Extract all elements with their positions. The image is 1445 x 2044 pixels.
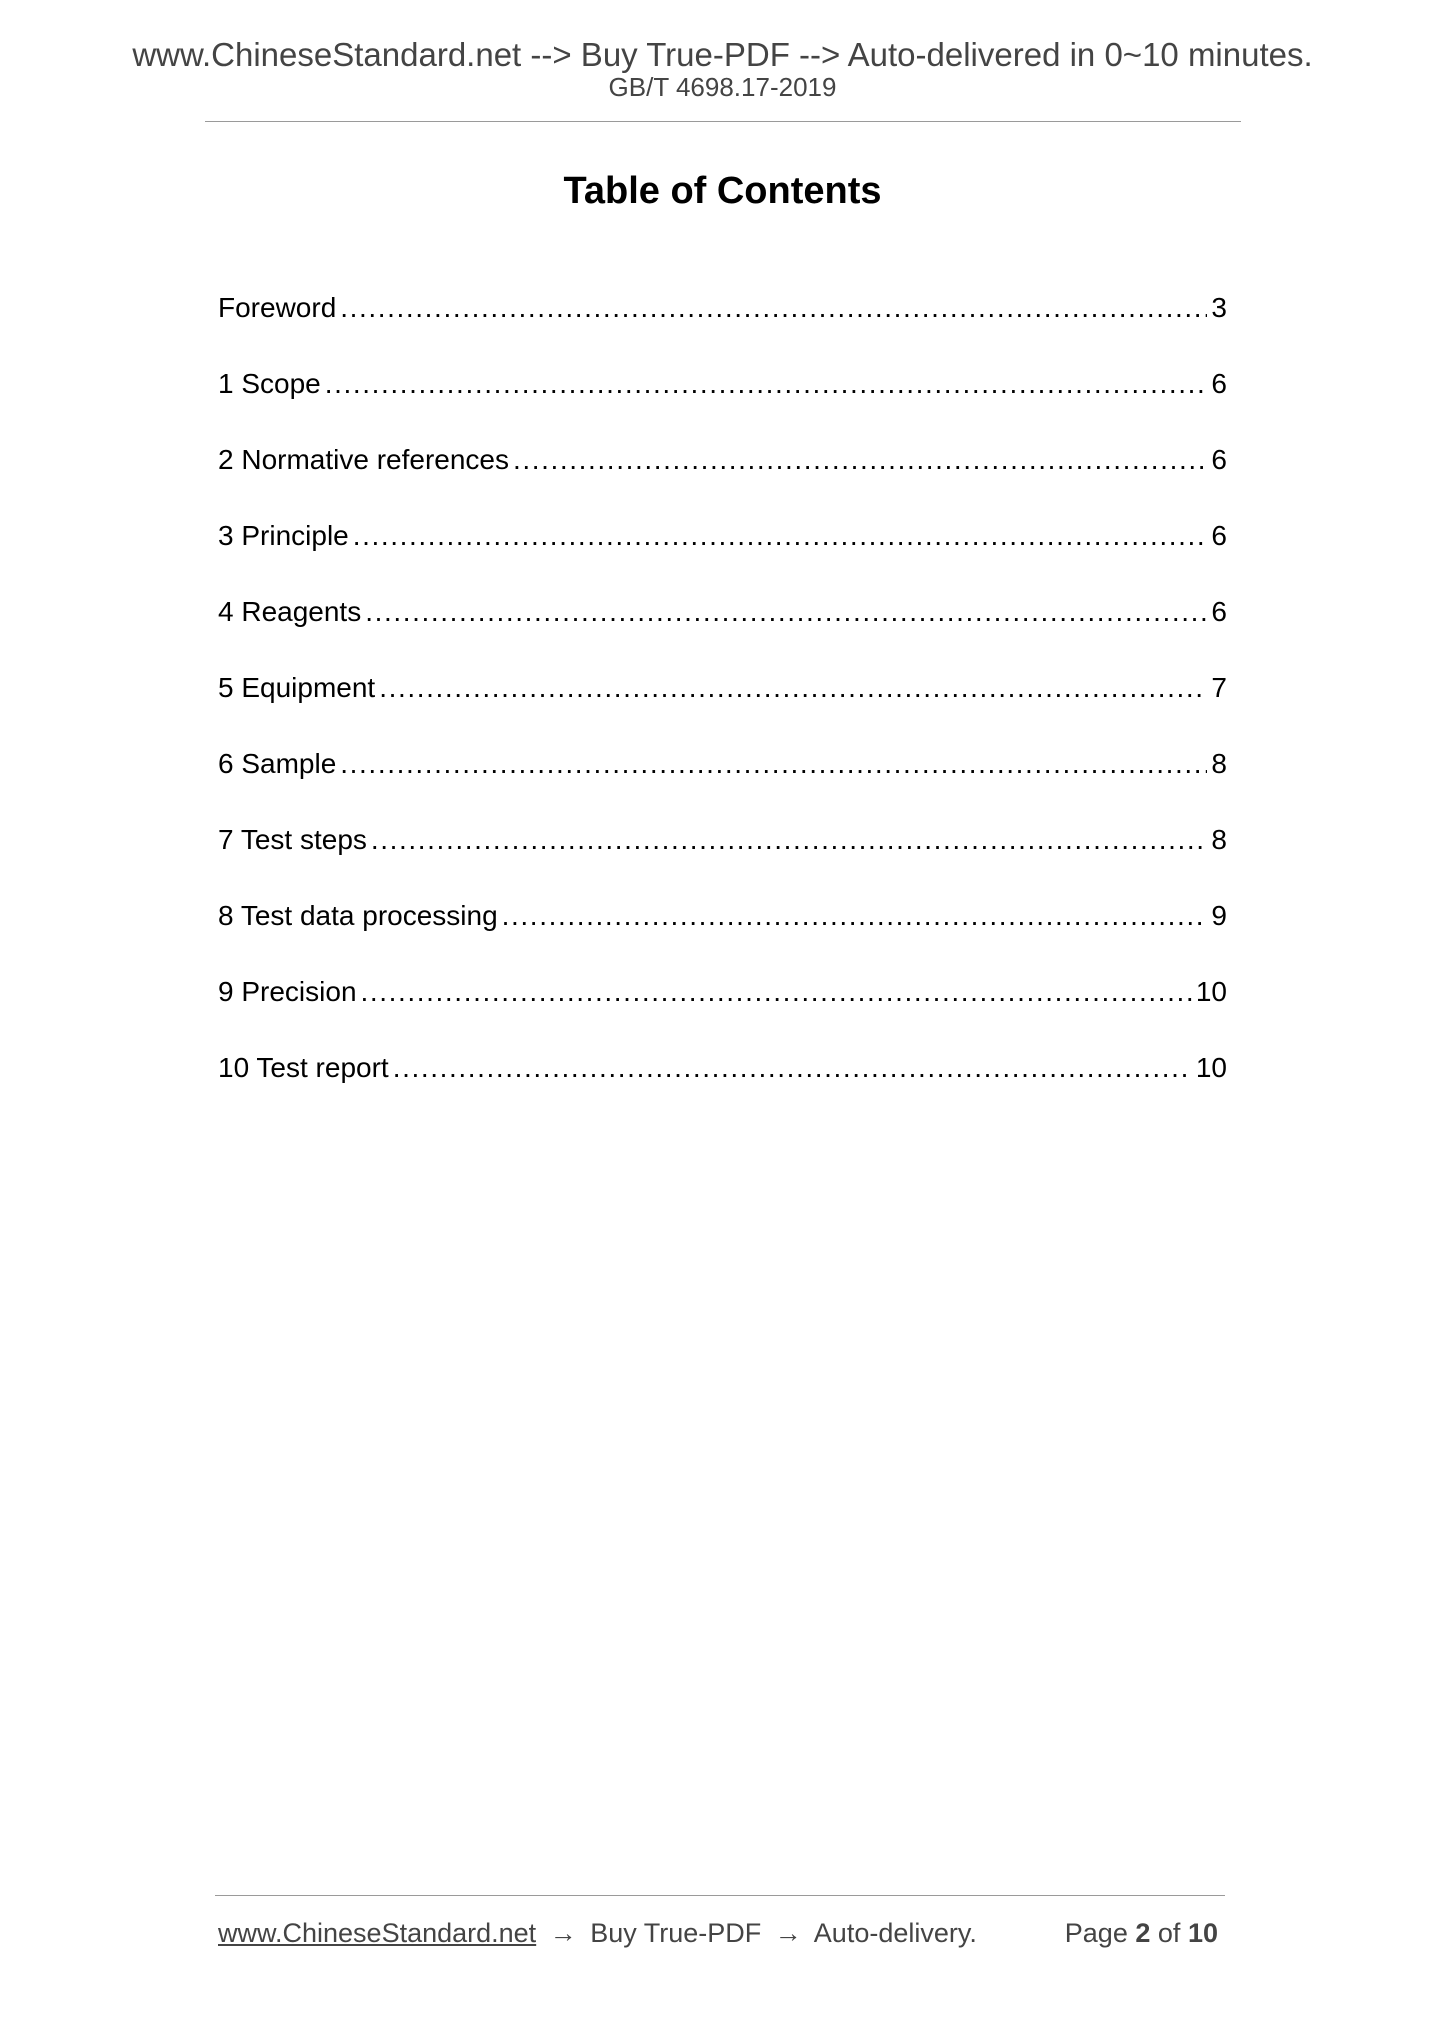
of-word: of <box>1157 1918 1181 1948</box>
page-indicator <box>1065 1915 1218 1951</box>
toc-entry-label: 6 Sample <box>218 748 337 779</box>
toc-entry-page: 6 <box>1211 520 1227 551</box>
toc-entry-test-data-processing[interactable] <box>218 896 1227 972</box>
toc-entry-label: 8 Test data processing <box>218 900 498 931</box>
toc-dot-leader <box>502 896 1208 936</box>
arrow-right-icon: → <box>774 1918 802 1948</box>
toc-entry-reagents[interactable] <box>218 592 1227 668</box>
footer-buy-text: Buy True-PDF <box>590 1918 762 1948</box>
total-page-count: 10 <box>1187 1918 1218 1948</box>
toc-entry-scope[interactable] <box>218 364 1227 440</box>
toc-entry-label: Foreword <box>218 292 337 323</box>
toc-entry-label: 5 Equipment <box>218 672 376 703</box>
footer-promo <box>218 1915 977 1951</box>
toc-entry-equipment[interactable] <box>218 668 1227 744</box>
toc-entry-page: 10 <box>1195 1052 1227 1083</box>
toc-entry-sample[interactable] <box>218 744 1227 820</box>
toc-entry-label: 4 Reagents <box>218 596 362 627</box>
page-footer <box>218 1915 1223 1951</box>
toc-entry-label: 2 Normative references <box>218 444 510 475</box>
toc-dot-leader <box>361 972 1192 1012</box>
toc-entry-page: 10 <box>1195 976 1227 1007</box>
toc-dot-leader <box>340 744 1207 784</box>
toc-entry-label: 10 Test report <box>218 1052 389 1083</box>
header-banner: www.ChineseStandard.net --> Buy True-PDF --> Auto-delivered in 0~10 minutes. <box>132 36 1313 73</box>
toc-entry-label: 9 Precision <box>218 976 357 1007</box>
toc-dot-leader <box>379 668 1207 708</box>
toc-dot-leader <box>325 364 1208 404</box>
page-word: Page <box>1064 1918 1128 1948</box>
current-page-number: 2 <box>1135 1918 1151 1948</box>
toc-entry-page: 3 <box>1211 292 1227 323</box>
toc-entry-precision[interactable] <box>218 972 1227 1048</box>
toc-dot-leader <box>353 516 1208 556</box>
document-code: GB/T 4698.17-2019 <box>608 72 837 102</box>
toc-entry-test-steps[interactable] <box>218 820 1227 896</box>
toc-entry-page: 8 <box>1211 824 1227 855</box>
toc-entry-page: 6 <box>1211 368 1227 399</box>
header-divider <box>205 121 1241 122</box>
footer-site-link[interactable]: www.ChineseStandard.net <box>218 1918 537 1948</box>
toc-dot-leader <box>340 288 1207 328</box>
toc-entry-page: 6 <box>1211 596 1227 627</box>
toc-entry-label: 1 Scope <box>218 368 321 399</box>
toc-entry-normative-references[interactable] <box>218 440 1227 516</box>
toc-entry-page: 7 <box>1211 672 1227 703</box>
toc-entry-page: 8 <box>1211 748 1227 779</box>
toc-entry-page: 6 <box>1211 444 1227 475</box>
toc-entry-label: 7 Test steps <box>218 824 367 855</box>
toc-entry-foreword[interactable] <box>218 288 1227 364</box>
toc-title: Table of Contents <box>563 170 882 212</box>
footer-divider <box>215 1895 1225 1896</box>
toc-entry-test-report[interactable] <box>218 1048 1227 1124</box>
toc-entry-page: 9 <box>1211 900 1227 931</box>
footer-delivery-text: Auto-delivery. <box>813 1918 977 1948</box>
toc-dot-leader <box>371 820 1208 860</box>
toc-dot-leader <box>513 440 1207 480</box>
arrow-right-icon: → <box>549 1918 577 1948</box>
toc-entry-principle[interactable] <box>218 516 1227 592</box>
toc-list <box>218 288 1227 1124</box>
toc-dot-leader <box>365 592 1207 632</box>
toc-entry-label: 3 Principle <box>218 520 349 551</box>
toc-dot-leader <box>393 1048 1192 1088</box>
